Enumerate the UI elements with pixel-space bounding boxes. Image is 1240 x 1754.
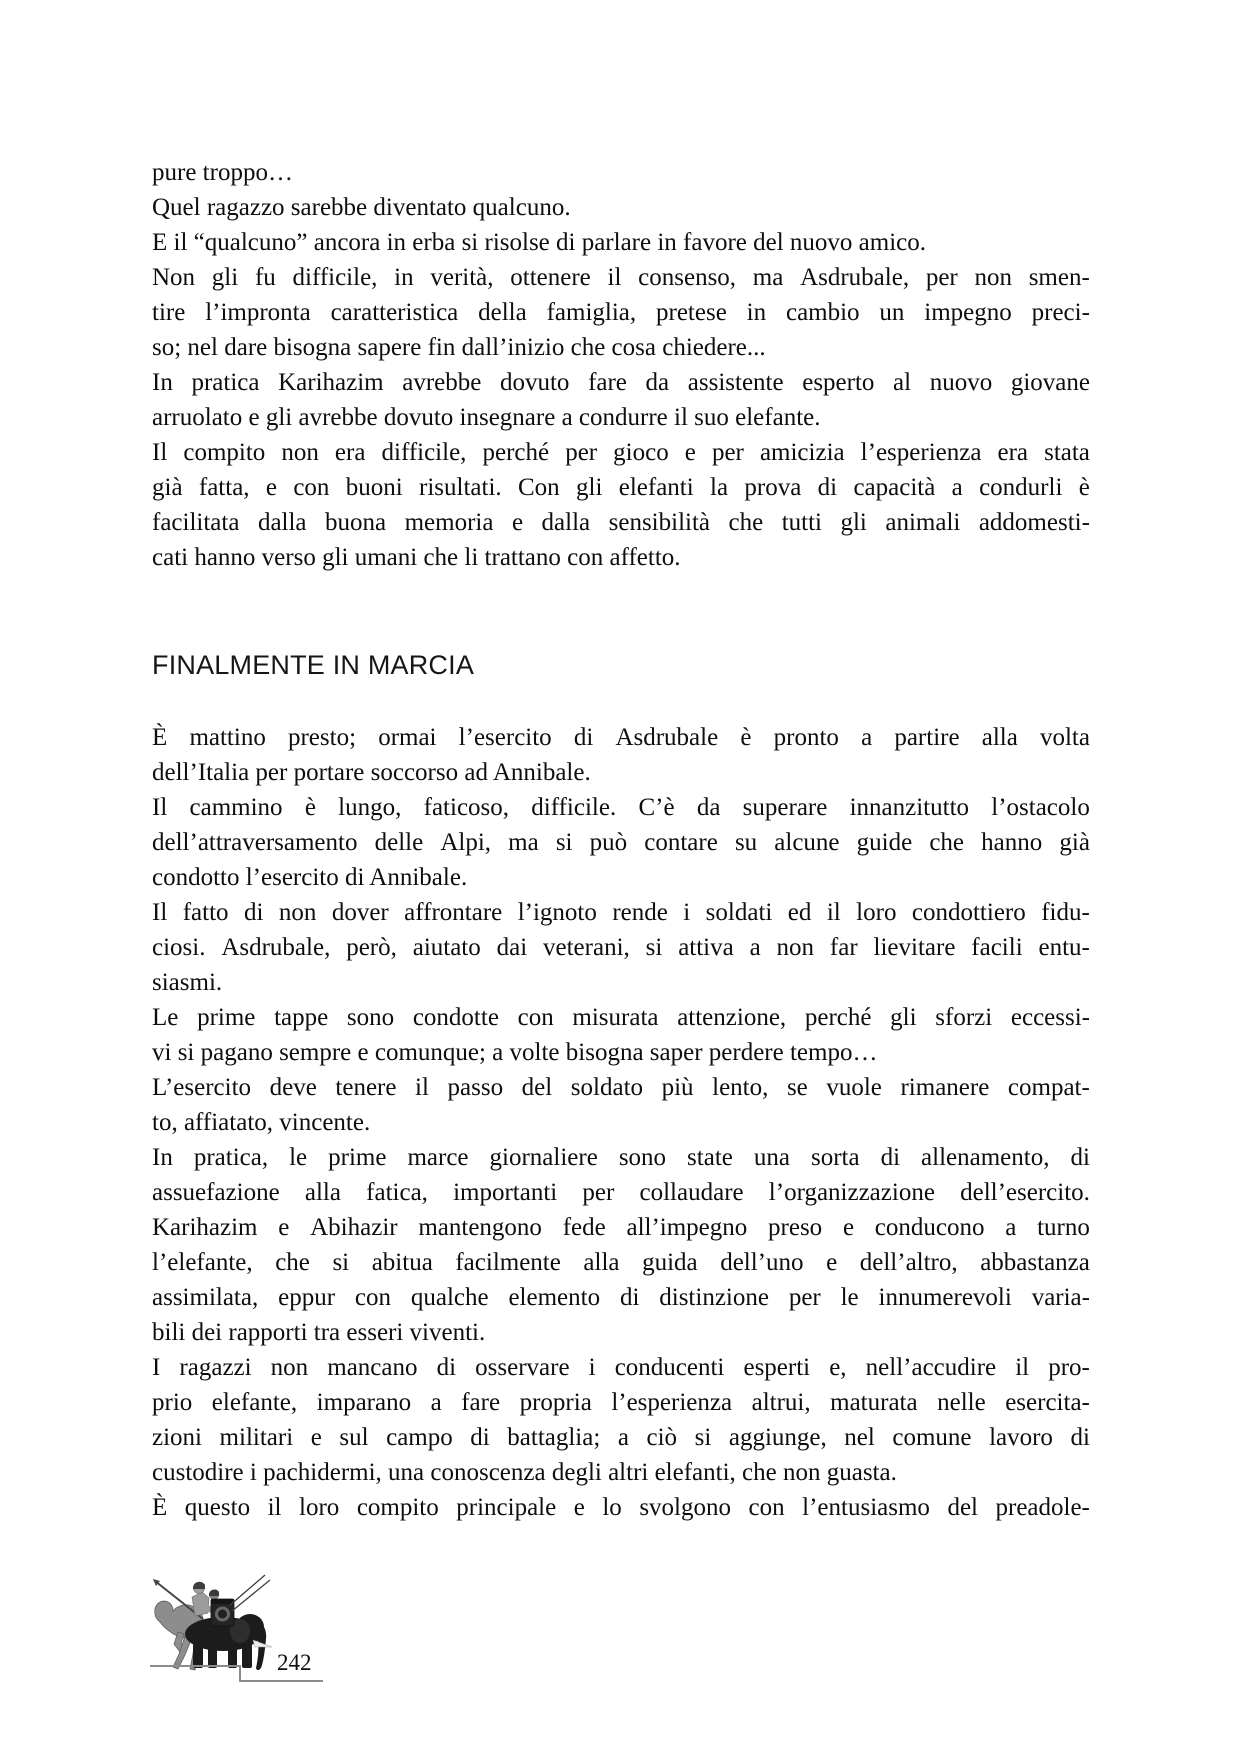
text-line: Il compito non era difficile, perché per gioco e per amicizia l’esperienza era stata (152, 439, 1090, 466)
body-text-block-2 (152, 720, 1090, 1525)
lances-icon (229, 1575, 270, 1611)
page-number: 242 (277, 1650, 312, 1675)
text-line: Le prime tappe sono condotte con misurata attenzione, perché gli sforzi eccessi- (152, 1004, 1090, 1031)
text-line: so; nel dare bisogna sapere fin dall’inizio che cosa chiedere... (152, 334, 766, 361)
text-line: bili dei rapporti tra esseri viventi. (152, 1319, 486, 1346)
text-line: In pratica, le prime marce giornaliere sono state una sorta di allenamento, di (152, 1144, 1090, 1171)
text-line: custodire i pachidermi, una conoscenza degli altri elefanti, che non guasta. (152, 1459, 897, 1486)
text-line: dell’attraversamento delle Alpi, ma si può contare su alcune guide che hanno già (152, 829, 1090, 856)
text-line: cati hanno verso gli umani che li trattano con affetto. (152, 544, 681, 571)
paragraph (152, 1210, 1090, 1350)
paragraph (152, 720, 1090, 790)
text-line: siasmi. (152, 969, 223, 996)
text-line: È questo il loro compito principale e lo svolgono con l’entusiasmo del preadole- (152, 1494, 1090, 1521)
text-line: l’elefante, che si abitua facilmente alla guida dell’uno e dell’altro, abbastanza (152, 1249, 1090, 1276)
paragraph (152, 225, 1090, 260)
text-line: vi si pagano sempre e comunque; a volte bisogna saper perdere tempo… (152, 1039, 878, 1066)
text-line: L’esercito deve tenere il passo del soldato più lento, se vuole rimanere compat- (152, 1074, 1090, 1101)
paragraph (152, 190, 1090, 225)
paragraph (152, 260, 1090, 365)
howdah (209, 1590, 234, 1626)
paragraph (152, 1350, 1090, 1490)
paragraph (152, 1490, 1090, 1525)
paragraph (152, 1140, 1090, 1210)
text-line: Non gli fu difficile, in verità, ottenere il consenso, ma Asdrubale, per non smen- (152, 264, 1090, 291)
text-line: tire l’impronta caratteristica della famiglia, pretese in cambio un impegno preci- (152, 299, 1090, 326)
paragraph (152, 1000, 1090, 1070)
paragraph (152, 365, 1090, 435)
text-line: arruolato e gli avrebbe dovuto insegnare a condurre il suo elefante. (152, 404, 821, 431)
paragraph (152, 790, 1090, 895)
text-line: già fatta, e con buoni risultati. Con gli elefanti la prova di capacità a condurli è (152, 474, 1090, 501)
text-line: I ragazzi non mancano di osservare i conducenti esperti e, nell’accudire il pro- (152, 1354, 1090, 1381)
war-elephant-illustration (145, 1570, 280, 1675)
horseman (192, 1582, 213, 1616)
section-heading: FINALMENTE IN MARCIA (152, 650, 475, 680)
text-line: Quel ragazzo sarebbe diventato qualcuno. (152, 194, 571, 221)
text-line: to, affiatato, vincente. (152, 1109, 371, 1136)
paragraph (152, 895, 1090, 1000)
body-text-block-1 (152, 155, 1090, 575)
text-line: zioni militari e sul campo di battaglia; a ciò si aggiunge, nel comune lavoro di (152, 1424, 1090, 1451)
text-line: Il cammino è lungo, faticoso, difficile. C’è da superare innanzitutto l’ostacolo (152, 794, 1090, 821)
text-line: ciosi. Asdrubale, però, aiutato dai veterani, si attiva a non far lievitare facili entu- (152, 934, 1090, 961)
footer-rule-upper (150, 1665, 240, 1667)
paragraph (152, 435, 1090, 575)
footer-rule-lower (239, 1680, 323, 1682)
text-line: prio elefante, imparano a fare propria l’esperienza altrui, maturata nelle esercita- (152, 1389, 1090, 1416)
text-line: assimilata, eppur con qualche elemento di distinzione per le innumerevoli varia- (152, 1284, 1090, 1311)
paragraph (152, 155, 1090, 190)
text-line: pure troppo… (152, 159, 293, 186)
text-line: E il “qualcuno” ancora in erba si risolse di parlare in favore del nuovo amico. (152, 229, 927, 256)
text-line: condotto l’esercito di Annibale. (152, 864, 468, 891)
text-line: È mattino presto; ormai l’esercito di Asdrubale è pronto a partire alla volta (152, 724, 1090, 751)
text-line: assuefazione alla fatica, importanti per collaudare l’organizzazione dell’esercito. (152, 1179, 1090, 1206)
text-line: In pratica Karihazim avrebbe dovuto fare da assistente esperto al nuovo giovane (152, 369, 1090, 396)
text-line: facilitata dalla buona memoria e dalla sensibilità che tutti gli animali addomesti- (152, 509, 1090, 536)
text-line: dell’Italia per portare soccorso ad Annibale. (152, 759, 591, 786)
text-line: Karihazim e Abihazir mantengono fede all’impegno preso e conducono a turno (152, 1214, 1090, 1241)
paragraph (152, 1070, 1090, 1140)
text-line: Il fatto di non dover affrontare l’ignoto rende i soldati ed il loro condottiero fidu- (152, 899, 1090, 926)
